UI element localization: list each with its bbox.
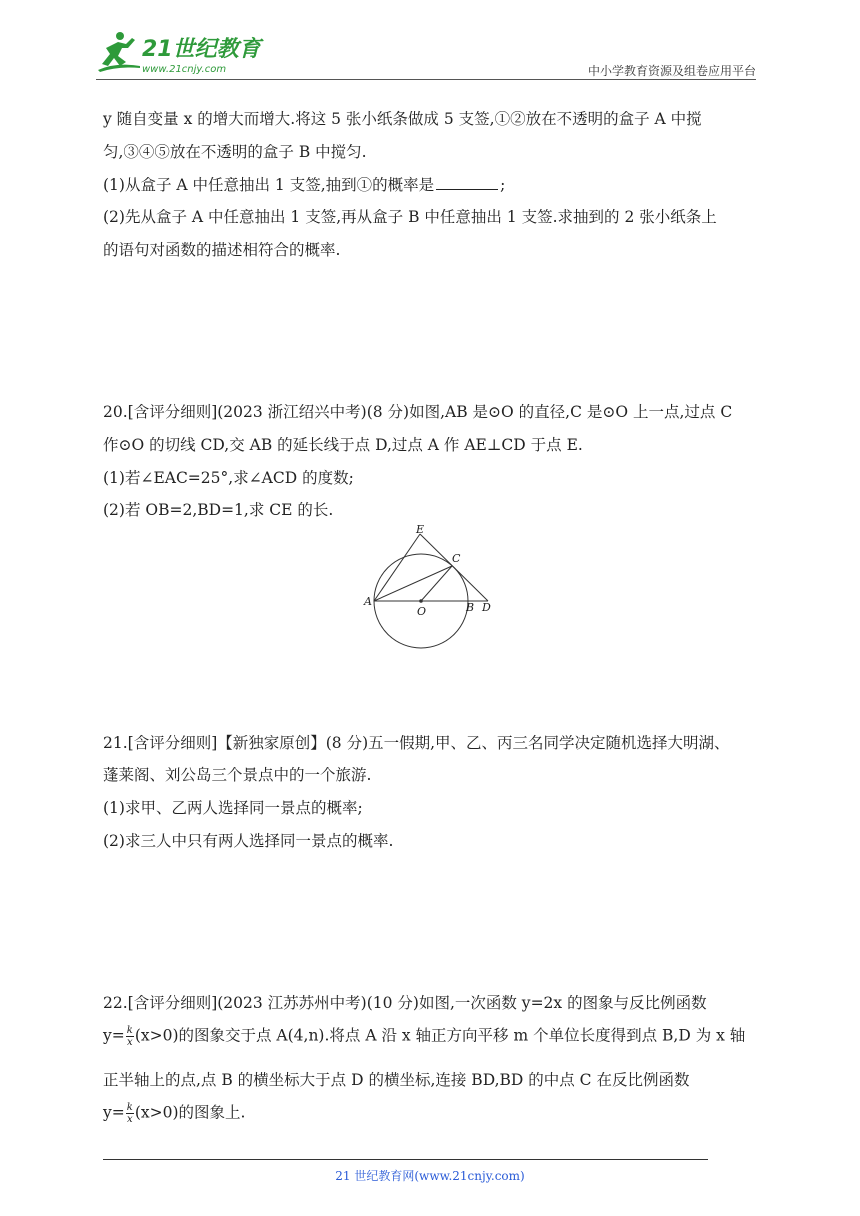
logo-text: 21世纪教育 xyxy=(142,37,261,62)
fraction-k-over-x xyxy=(126,1025,134,1048)
q22-line2 xyxy=(103,1025,763,1048)
frac-numerator-2: k xyxy=(126,1102,133,1113)
circle-tangent-figure xyxy=(362,522,502,650)
q19-part2-line1: (2)先从盒子 A 中任意抽出 1 支签,再从盒子 B 中任意抽出 1 支签.求抽到的 2 张小纸条上 xyxy=(103,208,717,226)
q22-line4-text: (x>0)的图象上. xyxy=(134,1103,246,1122)
q19-part1 xyxy=(103,175,763,195)
footer-divider xyxy=(103,1159,708,1160)
label-b: B xyxy=(466,601,475,614)
page-footer[interactable]: 21 世纪教育网(www.21cnjy.com) xyxy=(335,1169,525,1183)
q21-part1: (1)求甲、乙两人选择同一景点的概率; xyxy=(103,799,363,817)
label-e: E xyxy=(416,523,425,536)
q21-line1: 21.[含评分细则]【新独家原创】(8 分)五一假期,甲、乙、丙三名同学决定随机选择大明湖、 xyxy=(103,734,730,752)
q20-line1: 20.[含评分细则](2023 浙江绍兴中考)(8 分)如图,AB 是⊙O 的直径,C 是⊙O 上一点,过点 C xyxy=(103,403,733,421)
q22-line2-text: (x>0)的图象交于点 A(4,n).将点 A 沿 x 轴正方向平移 m 个单位长度得到点 B,D 为 x 轴 xyxy=(134,1026,746,1045)
runner-icon xyxy=(98,32,140,72)
q20-part1: (1)若∠EAC=25°,求∠ACD 的度数; xyxy=(103,469,354,487)
q19-part2-line2: 的语句对函数的描述相符合的概率. xyxy=(103,241,341,259)
label-d: D xyxy=(482,601,491,614)
q22-y-eq: y= xyxy=(103,1026,125,1045)
center-point xyxy=(419,599,423,603)
label-c: C xyxy=(452,552,461,565)
q19-line2: 匀,③④⑤放在不透明的盒子 B 中搅匀. xyxy=(103,143,367,161)
frac-denominator-2: x xyxy=(126,1114,133,1125)
q19-part1-text: (1)从盒子 A 中任意抽出 1 支签,抽到①的概率是 xyxy=(103,176,435,194)
q19-part1-end: ; xyxy=(500,176,506,194)
logo-url: www.21cnjy.com xyxy=(142,64,227,75)
site-name: 中小学教育资源及组卷应用平台 xyxy=(587,64,756,78)
fraction-k-over-x-2 xyxy=(126,1102,134,1125)
q22-y-eq-2: y= xyxy=(103,1103,125,1122)
q20-line2: 作⊙O 的切线 CD,交 AB 的延长线于点 D,过点 A 作 AE⊥CD 于点 E. xyxy=(103,436,583,454)
page-header xyxy=(0,0,860,82)
q22-line3: 正半轴上的点,点 B 的横坐标大于点 D 的横坐标,连接 BD,BD 的中点 C 在反比例函数 xyxy=(103,1071,690,1089)
q22-line4 xyxy=(103,1102,763,1125)
q19-line1: y 随自变量 x 的增大而增大.将这 5 张小纸条做成 5 支签,①②放在不透明的盒子 A 中搅 xyxy=(103,110,702,128)
frac-denominator: x xyxy=(126,1037,133,1048)
q21-line2: 蓬莱阁、刘公岛三个景点中的一个旅游. xyxy=(103,766,372,784)
answer-blank xyxy=(436,175,498,190)
q20-part2: (2)若 OB=2,BD=1,求 CE 的长. xyxy=(103,501,334,519)
header-divider xyxy=(96,79,756,80)
q21-part2: (2)求三人中只有两人选择同一景点的概率. xyxy=(103,832,394,850)
label-a: A xyxy=(364,595,372,608)
frac-numerator: k xyxy=(126,1025,133,1036)
label-o: O xyxy=(417,605,427,618)
q22-line1: 22.[含评分细则](2023 江苏苏州中考)(10 分)如图,一次函数 y=2x 的图象与反比例函数 xyxy=(103,994,707,1012)
line-oc xyxy=(421,566,452,601)
site-logo xyxy=(96,26,266,80)
